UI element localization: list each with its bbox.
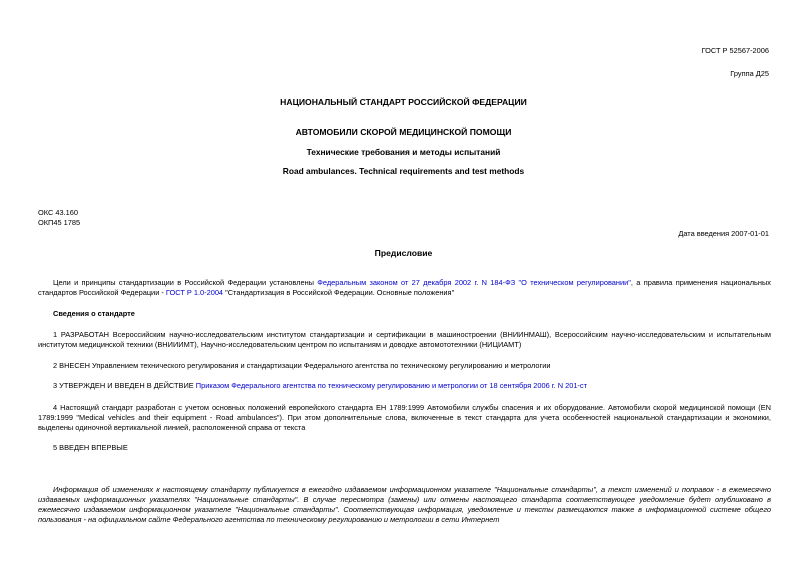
- preface-paragraph: [38, 278, 771, 298]
- preface-text-1: Цели и принципы стандартизации в Российской Федерации установлены: [53, 278, 318, 287]
- gost-number: ГОСТ Р 52567-2006: [701, 46, 769, 55]
- national-standard-heading: НАЦИОНАЛЬНЫЙ СТАНДАРТ РОССИЙСКОЙ ФЕДЕРАЦИИ: [280, 97, 527, 107]
- info-item-1: 1 РАЗРАБОТАН Всероссийским научно-исследовательским институтом стандартизации и сертификации в машиностроении (ВНИИНМАШ), Всероссийским научно-исследовательским и испытательным институтом медицинской техники (ВНИИИМТ), Научно-исследовательским центром по испытаниям и доводке автомототехники (НИЦИАМТ): [38, 330, 771, 349]
- preface-text-4: "Стандартизация в Российской Федерации. Основные положения": [223, 287, 455, 297]
- document-title: АВТОМОБИЛИ СКОРОЙ МЕДИЦИНСКОЙ ПОМОЩИ: [295, 127, 512, 137]
- info-item-3: [38, 381, 771, 391]
- technical-regulation-link[interactable]: "О техническом регулировании": [518, 278, 631, 287]
- agency-order-link[interactable]: Приказом Федерального агентства по техническому регулированию и метрологии от 18 сентября 2006 г. N 201-ст: [195, 381, 587, 390]
- changes-notice: Информация об изменениях к настоящему стандарту публикуется в ежегодно издаваемом информационном указателе "Национальные стандарты", а текст изменений и поправок - в ежемесячно издаваемых информационных указателях "Национальные стандарты". В случае пересмотра (замены) или отмены настоящего стандарта соответствующее уведомление будет опубликовано в ежемесячно издаваемом информационном указателе "Национальные стандарты". Соответствующая информация, уведомление и тексты размещаются также в информационной системе общего пользования - на официальном сайте Федерального агентства по техническому регулированию и метрологии в сети Интернет: [38, 485, 771, 524]
- preface-heading: Предисловие: [374, 248, 433, 258]
- introduction-date: Дата введения 2007-01-01: [678, 229, 769, 238]
- info-item-4: 4 Настоящий стандарт разработан с учетом основных положений европейского стандарта ЕН 1789:1999 Автомобили службы спасения и их оборудование. Автомобили скорой медицинской помощи (EN 1789:1999 "Medical vehicles and their equipment - Road ambulances"). При этом дополнительные слова, включенные в текст стандарта для учета особенностей национальной стандартизации и экономики, выделены одиночной вертикальной линией, расположенной справа от текста: [38, 403, 771, 432]
- okp-code: ОКП45 1785: [38, 218, 81, 227]
- federal-law-link[interactable]: Федеральным законом от 27 декабря 2002 г. N 184-ФЗ: [317, 278, 516, 287]
- info-item-3-text: 3 УТВЕРЖДЕН И ВВЕДЕН В ДЕЙСТВИЕ: [53, 381, 196, 390]
- info-item-5: 5 ВВЕДЕН ВПЕРВЫЕ: [53, 443, 128, 452]
- standard-info-heading: Сведения о стандарте: [53, 309, 135, 318]
- group-code: Группа Д25: [730, 69, 769, 78]
- info-item-2: 2 ВНЕСЕН Управлением технического регулирования и стандартизации Федерального агентства по техническому регулированию и метрологии: [53, 361, 551, 370]
- document-subtitle: Технические требования и методы испытаний: [306, 147, 501, 157]
- gost-r-1-0-2004-link[interactable]: ГОСТ Р 1.0-2004: [165, 287, 224, 297]
- preface-text-3: , а правила применения национальных стандартов Российской Федерации -: [38, 278, 771, 297]
- english-title: Road ambulances. Technical requirements and test methods: [282, 166, 525, 176]
- oks-code: ОКС 43.160: [38, 208, 78, 217]
